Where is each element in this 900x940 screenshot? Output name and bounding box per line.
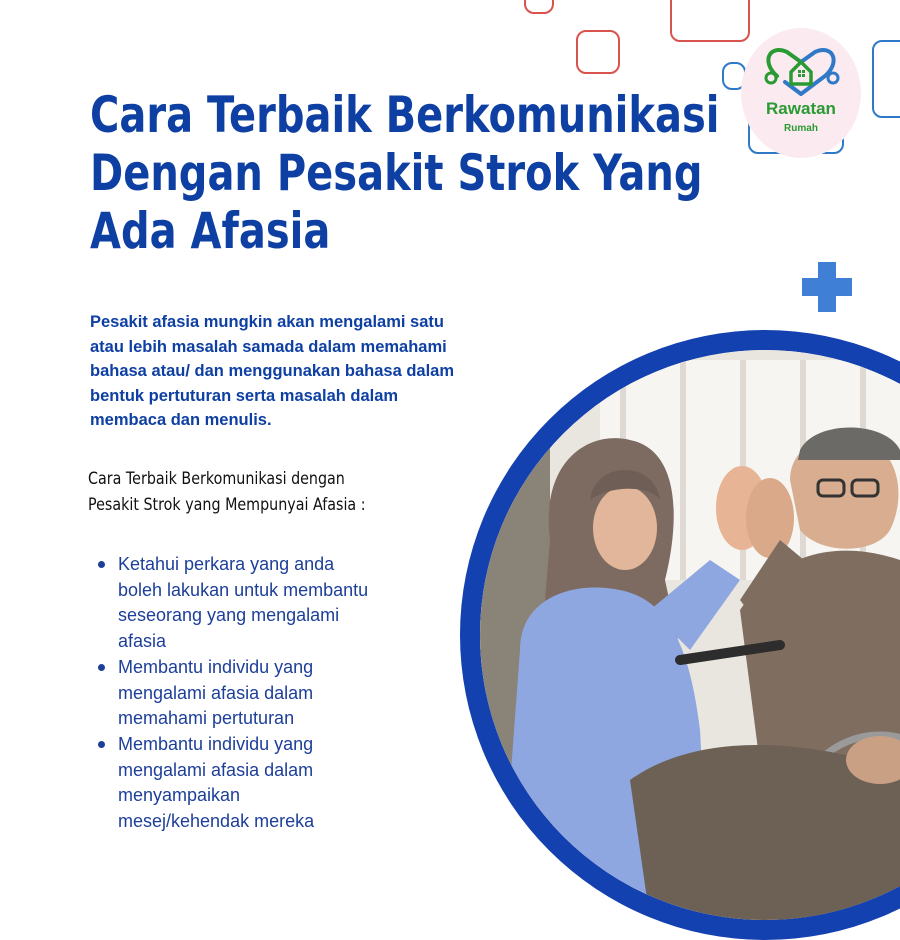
bullet-dot-icon — [98, 664, 105, 671]
list-item — [96, 552, 436, 655]
decor-square-3 — [576, 30, 620, 74]
subtitle-line: Pesakit Strok yang Mempunyai Afasia : — [88, 495, 366, 515]
list-item-line: boleh lakukan untuk membantu — [118, 579, 369, 600]
page-title — [90, 86, 720, 260]
brand-logo — [741, 28, 861, 158]
intro-line: atau lebih masalah samada dalam memahami — [90, 337, 447, 356]
subtitle-line: Cara Terbaik Berkomunikasi dengan — [88, 469, 345, 489]
list-item-line: seseorang yang mengalami — [118, 605, 340, 626]
list-item-line: memahami pertuturan — [118, 708, 295, 729]
list-item-line: Ketahui perkara yang anda — [118, 554, 335, 574]
plus-icon-horizontal — [802, 278, 852, 296]
photo-illustration — [480, 350, 900, 920]
list-item-line: Membantu individu yang — [118, 656, 314, 677]
intro-line: bentuk pertuturan serta masalah dalam — [90, 386, 399, 405]
logo-name: Rawatan — [766, 99, 836, 118]
nurse-with-elderly-patient-photo — [480, 350, 900, 920]
list-item-line: afasia — [118, 631, 167, 652]
intro-line: bahasa atau/ dan menggunakan bahasa dalam — [90, 362, 455, 380]
bullet-dot-icon — [98, 741, 105, 748]
tips-list — [96, 552, 436, 835]
list-item-line: mengalami afasia dalam — [118, 759, 314, 780]
house-heart-icon — [741, 32, 861, 102]
title-line: Ada Afasia — [90, 202, 331, 260]
bullet-dot-icon — [98, 561, 105, 568]
logo-sub: Rumah — [784, 123, 818, 134]
title-line: Cara Terbaik Berkomunikasi — [90, 86, 720, 144]
intro-paragraph — [90, 310, 550, 433]
list-item — [96, 655, 436, 732]
title-line: Dengan Pesakit Strok Yang — [90, 144, 703, 202]
list-item-line: mesej/kehendak mereka — [118, 811, 315, 832]
decor-square-1 — [524, 0, 554, 14]
decor-square-5 — [872, 40, 900, 118]
intro-line: membaca dan menulis. — [90, 411, 272, 429]
list-item-line: mengalami afasia dalam — [118, 682, 314, 703]
list-item-line: Membantu individu yang — [118, 733, 314, 754]
list-item — [96, 732, 436, 835]
decor-square-2 — [670, 0, 750, 42]
list-item-line: menyampaikan — [118, 785, 241, 806]
section-subtitle — [88, 466, 366, 518]
intro-line: Pesakit afasia mungkin akan mengalami satu — [90, 313, 444, 331]
